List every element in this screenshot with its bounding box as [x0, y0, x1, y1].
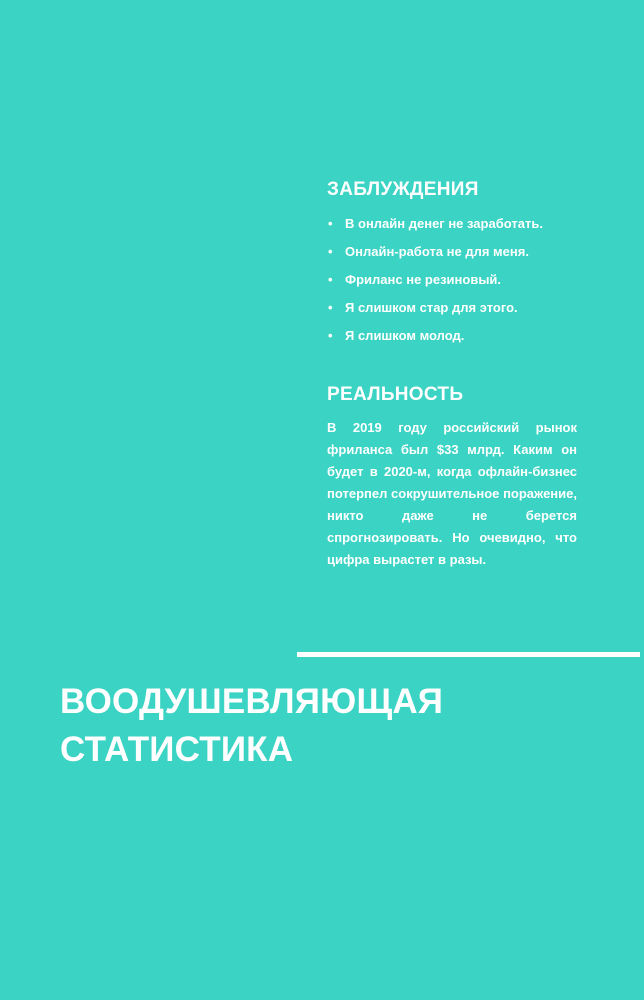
myth-text: Я слишком молод. — [345, 328, 465, 343]
bullet-icon: • — [328, 328, 333, 343]
myth-text: Я слишком стар для этого. — [345, 300, 518, 315]
page-title — [60, 678, 443, 774]
myth-text: В онлайн денег не заработать. — [345, 216, 543, 231]
reality-heading: РЕАЛЬНОСТЬ — [327, 384, 464, 405]
list-item — [327, 272, 577, 288]
divider — [297, 652, 640, 657]
bullet-icon: • — [328, 216, 333, 231]
list-item — [327, 300, 577, 316]
reality-paragraph: В 2019 году российский рынок фриланса был $33 млрд. Каким он будет в 2020-м, когда офлайн-бизнес потерпел сокрушительное поражение, никто даже не берется спрогнозировать. Но очевидно, что цифра вырастет в разы. — [327, 420, 577, 567]
content-column — [327, 176, 577, 571]
title-line-2: СТАТИСТИКА — [60, 730, 294, 769]
bullet-icon: • — [328, 244, 333, 259]
list-item — [327, 244, 577, 260]
list-item — [327, 328, 577, 344]
myth-text: Онлайн-работа не для меня. — [345, 244, 529, 259]
list-item — [327, 216, 577, 232]
myths-list — [327, 216, 577, 344]
myths-heading: ЗАБЛУЖДЕНИЯ — [327, 179, 479, 200]
title-line-1: ВООДУШЕВЛЯЮЩАЯ — [60, 682, 444, 721]
bullet-icon: • — [328, 300, 333, 315]
reality-section — [327, 381, 577, 571]
myth-text: Фриланс не резиновый. — [345, 272, 502, 287]
bullet-icon: • — [328, 272, 333, 287]
